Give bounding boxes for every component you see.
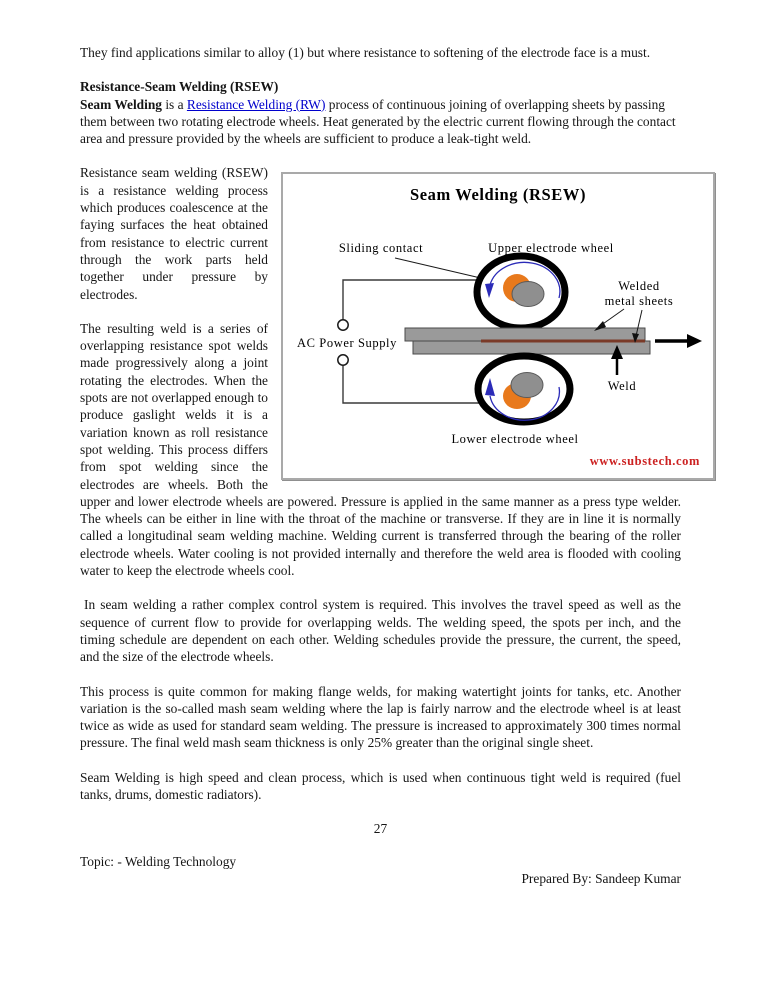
figure-title: Seam Welding (RSEW)	[409, 185, 587, 205]
weld-label: Weld	[607, 379, 637, 394]
footer-topic: Topic: - Welding Technology	[80, 853, 237, 869]
body-paragraph-2: The resulting weld is a series of overlapping resistance spot welds made progressively along a joint rotating the electrodes. When the spots are not overlapped enough to produce gaslight welds it is a variation known as roll resistance spot welding. This process differs from spot welding since the electrodes are wheels. Both the upper and lower electrode wheels are powered. Pressure is applied in the same manner as a press type welder. The wheels can be either in line with the throat of the machine or transverse. If they are in line it is normally called a longitudinal seam welding machine. Welding current is transferred through the bearing of the roller electrode wheels. Water cooling is not provided internally and therefore the weld area is flooded with cooling water to keep the electrode wheels cool.	[80, 320, 681, 579]
upper-wheel-hub	[512, 282, 544, 307]
intro-paragraph: They find applications similar to alloy (1) but where resistance to softening of the electrode face is a must.	[80, 45, 651, 60]
body-paragraph-4: This process is quite common for making flange welds, for making watertight joints for tanks, etc. Another variation is the so-called mash seam welding where the lap is fairly narrow and the electrode wheel is at least twice as wide as used for standard seam welding. The pressure is increased to approximately 300 times normal pressure. The final weld mash seam thickness is only 25% greater than the original single sheet.	[80, 683, 681, 751]
resistance-welding-link[interactable]: Resistance Welding (RW)	[186, 96, 326, 112]
body-paragraph-3: In seam welding a rather complex control system is required. This involves the travel speed as well as the sequence of current flow to provide for overlapping welds. The welding speed, the spots per inch, and the timing schedule are dependent on each other. Welding schedules provide the pressure, the current, the speed, and the size of the electrode wheels.	[80, 597, 681, 665]
page-number: 27	[373, 821, 388, 837]
wire-top	[343, 280, 496, 320]
ac-terminal-bottom	[338, 355, 348, 365]
body-paragraph-5: Seam Welding is high speed and clean process, which is used when continuous tight weld is required (fuel tanks, drums, domestic radiators).	[80, 769, 681, 802]
body-paragraph-1: Resistance seam welding (RSEW) is a resistance welding process which produces coalescence at the faying surfaces the heat obtained from resistance to electric current through the work parts held together under pressure by electrodes.	[80, 165, 268, 302]
direction-arrow-head	[687, 334, 702, 348]
upper-electrode-wheel-label: Upper electrode wheel	[488, 241, 614, 256]
welded-metal-sheets-label-line2: metal sheets	[604, 294, 674, 309]
ac-terminal-top	[338, 320, 348, 330]
seam-welding-bold-text: Seam Welding	[80, 96, 162, 112]
lead-rest-text: process of continuous joining of overlapping sheets by passing them between two rotating electrode wheels. Heat generated by the electric current flowing through the contact area and pressure provided by the wheels are sufficient to produce a leak-tight weld.	[80, 96, 676, 147]
lower-electrode-wheel-label: Lower electrode wheel	[451, 432, 579, 447]
seam-welding-figure	[281, 172, 715, 480]
welded-metal-sheets-label-line1: Welded	[618, 279, 660, 294]
section-lead-paragraph	[80, 96, 681, 148]
sliding-contact-label: Sliding contact	[338, 241, 424, 256]
footer-prepared-by: Prepared By: Sandeep Kumar	[521, 870, 681, 886]
substech-watermark: www.substech.com	[589, 454, 700, 469]
ac-power-supply-label: AC Power Supply	[297, 336, 397, 351]
lead-mid-text: is a	[161, 96, 187, 112]
section-heading: Resistance-Seam Welding (RSEW)	[80, 79, 279, 95]
metal-sheet-upper	[405, 328, 645, 341]
lower-wheel-hub	[511, 373, 543, 398]
weld-seam-line	[481, 340, 645, 343]
